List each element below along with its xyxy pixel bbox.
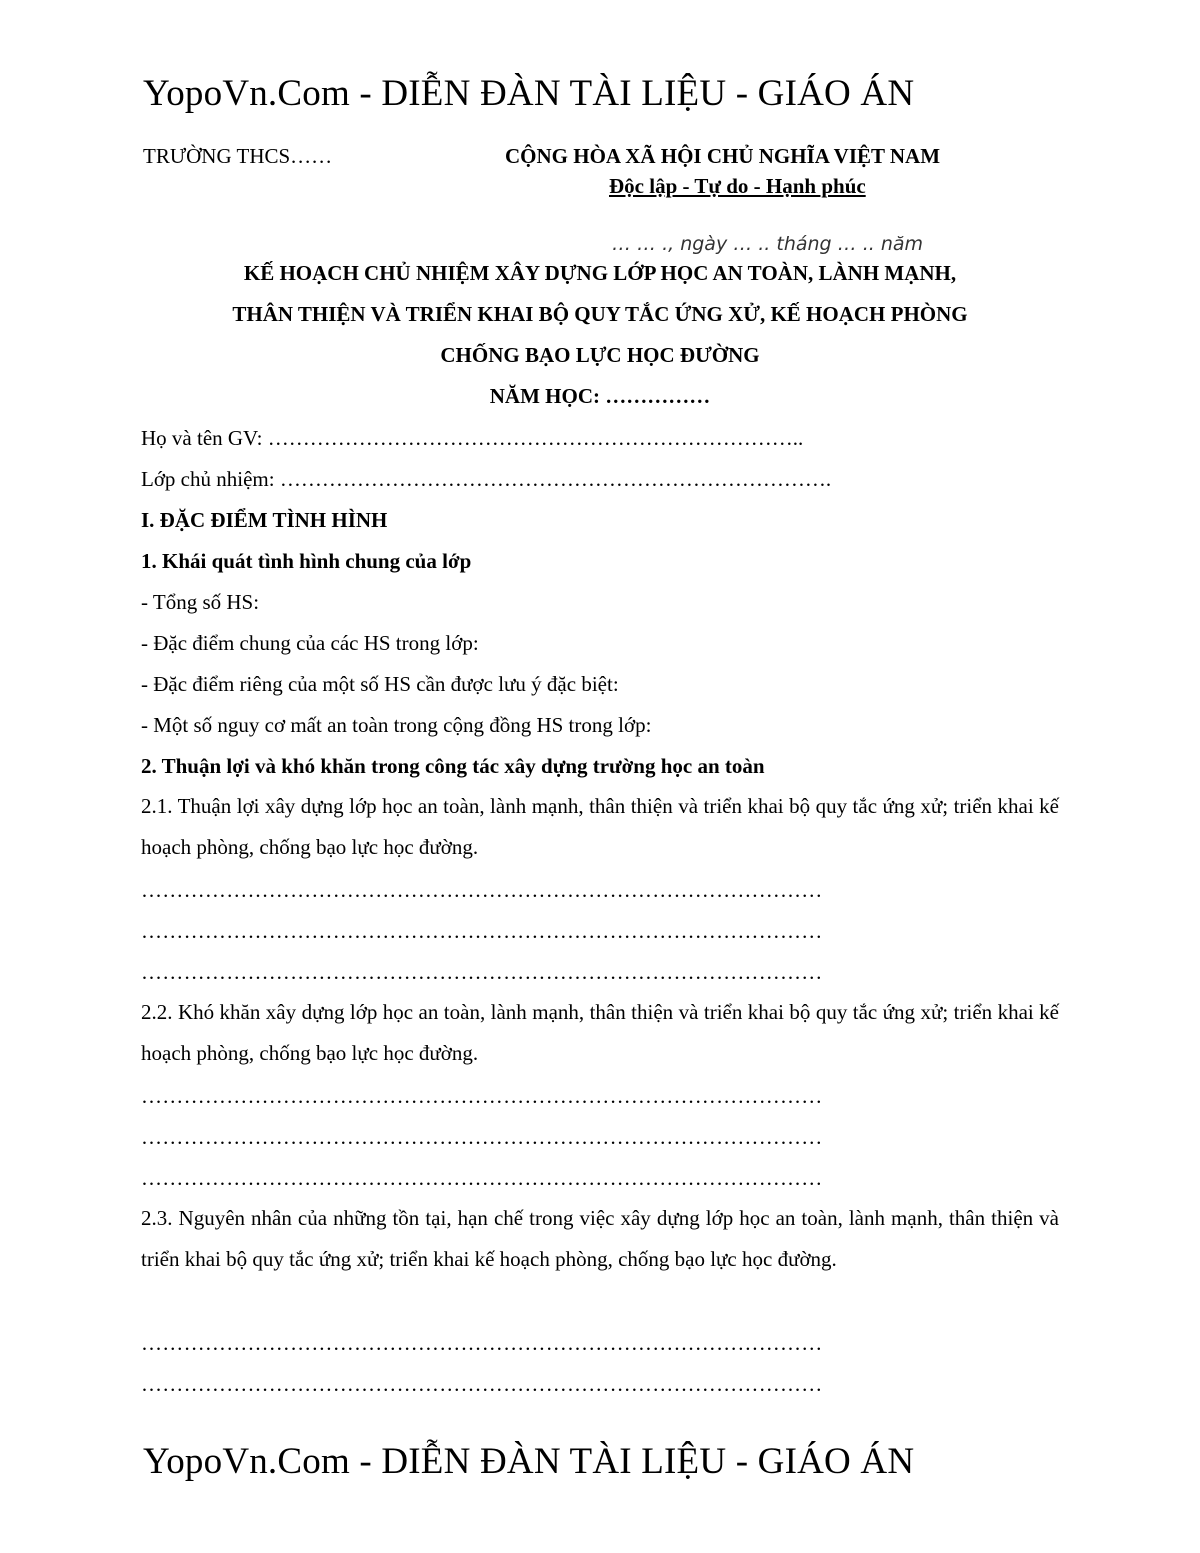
dotted-line: ……………………………………………………………………………………: [141, 1125, 823, 1149]
list-item: - Đặc điểm riêng của một số HS cần được lưu ý đặc biệt:: [141, 672, 619, 696]
paragraph-2-1: 2.1. Thuận lợi xây dựng lớp học an toàn, lành mạnh, thân thiện và triển khai bộ quy tắc ứng xử; triển khai kế hoạch phòng, chống bạo lực học đường.: [141, 794, 1059, 859]
banner-top: YopoVn.Com - DIỄN ĐÀN TÀI LIỆU - GIÁO ÁN: [143, 73, 915, 114]
teacher-name-field: Họ và tên GV: …………………………………………………………………..: [141, 426, 804, 450]
dotted-line: ……………………………………………………………………………………: [141, 919, 823, 943]
list-item: - Một số nguy cơ mất an toàn trong cộng đồng HS trong lớp:: [141, 713, 652, 737]
date-line: … … ., ngày … .. tháng … .. năm: [612, 233, 924, 255]
class-field: Lớp chủ nhiệm: …………………………………………………………………….: [141, 467, 832, 491]
paragraph-2-3: 2.3. Nguyên nhân của những tồn tại, hạn chế trong việc xây dựng lớp học an toàn, lành mạnh, thân thiện và triển khai bộ quy tắc ứng xử; triển khai kế hoạch phòng, chống bạo lực học đường.: [141, 1206, 1059, 1271]
school-year: NĂM HỌC: ……………: [489, 384, 711, 408]
dotted-line: ……………………………………………………………………………………: [141, 878, 823, 902]
list-item: - Đặc điểm chung của các HS trong lớp:: [141, 631, 479, 655]
nation-name: CỘNG HÒA XÃ HỘI CHỦ NGHĨA VIỆT NAM: [505, 144, 941, 168]
school-name: TRƯỜNG THCS……: [143, 144, 333, 168]
subsection-2-heading: 2. Thuận lợi và khó khăn trong công tác xây dựng trường học an toàn: [141, 754, 765, 778]
section-1-heading: I. ĐẶC ĐIỂM TÌNH HÌNH: [141, 508, 388, 532]
dotted-line: ……………………………………………………………………………………: [141, 1084, 823, 1108]
paragraph-2-2: 2.2. Khó khăn xây dựng lớp học an toàn, lành mạnh, thân thiện và triển khai bộ quy tắc ứng xử; triển khai kế hoạch phòng, chống bạo lực học đường.: [141, 1000, 1059, 1065]
dotted-line: ……………………………………………………………………………………: [141, 1331, 823, 1355]
title-line-1: KẾ HOẠCH CHỦ NHIỆM XÂY DỰNG LỚP HỌC AN TOÀN, LÀNH MẠNH,: [243, 261, 957, 285]
motto: Độc lập - Tự do - Hạnh phúc: [609, 174, 866, 198]
dotted-line: ……………………………………………………………………………………: [141, 1166, 823, 1190]
banner-bottom: YopoVn.Com - DIỄN ĐÀN TÀI LIỆU - GIÁO ÁN: [143, 1441, 915, 1482]
dotted-line: ……………………………………………………………………………………: [141, 960, 823, 984]
title-line-3: CHỐNG BẠO LỰC HỌC ĐƯỜNG: [440, 343, 760, 367]
subsection-1-heading: 1. Khái quát tình hình chung của lớp: [141, 549, 472, 573]
list-item: - Tổng số HS:: [141, 590, 260, 614]
title-line-2: THÂN THIỆN VÀ TRIỂN KHAI BỘ QUY TẮC ỨNG XỬ, KẾ HOẠCH PHÒNG: [232, 302, 968, 326]
dotted-line: ……………………………………………………………………………………: [141, 1372, 823, 1396]
